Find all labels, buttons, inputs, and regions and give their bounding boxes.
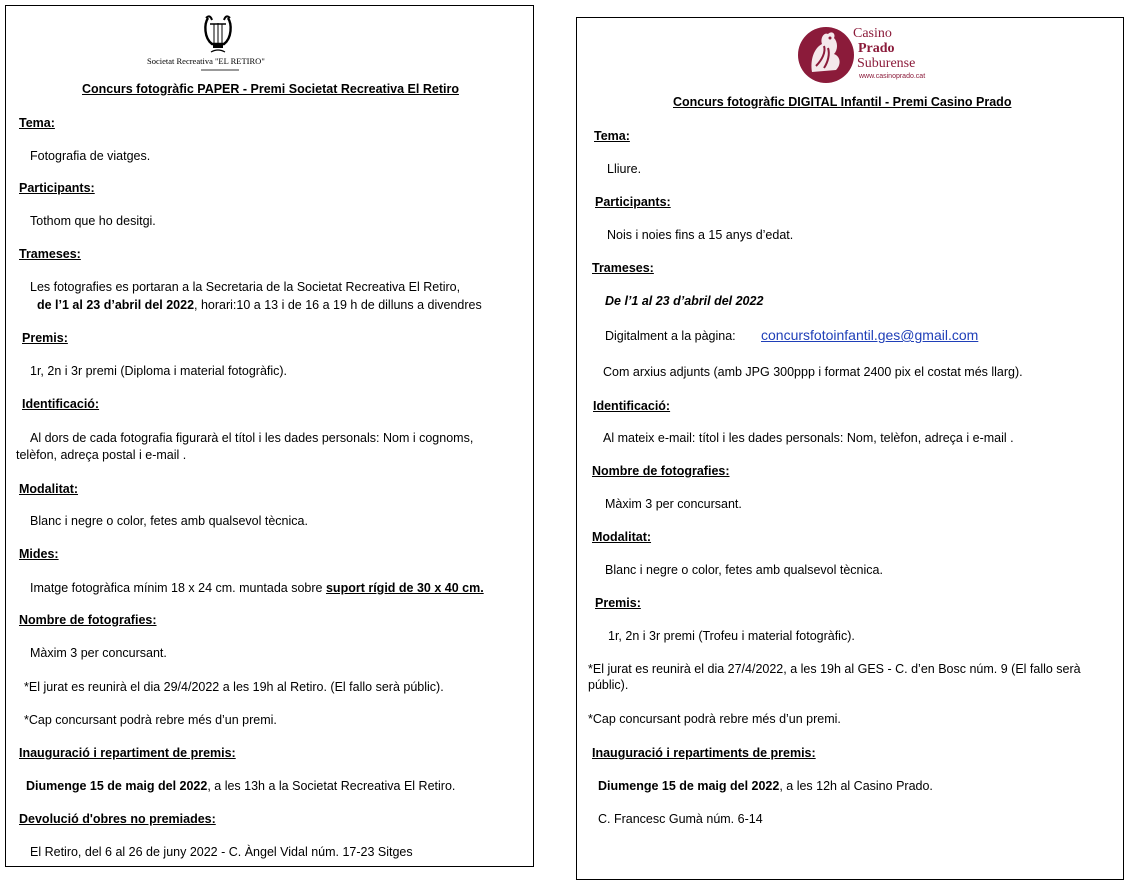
identificacio-line-2: telèfon, adreça postal i e-mail . xyxy=(16,448,187,462)
trameses-hours: , horari:10 a 13 i de 16 a 19 h de dilluns a divendres xyxy=(194,298,482,312)
inauguracio-date: Diumenge 15 de maig del 2022 xyxy=(598,779,780,793)
left-title: Concurs fotogràfic PAPER - Premi Societat Recreativa El Retiro xyxy=(82,82,459,96)
cap-text: *Cap concursant podrà rebre més d’un premi. xyxy=(588,712,841,726)
rooster-logo-icon xyxy=(798,24,858,86)
jurat-text: *El jurat es reunirà el dia 29/4/2022 a les 19h al Retiro. (El fallo serà públic). xyxy=(24,680,444,694)
mides-heading: Mides: xyxy=(19,547,59,561)
identificacio-heading: Identificació: xyxy=(593,399,671,413)
inauguracio-text xyxy=(26,778,455,794)
trameses-line-2 xyxy=(37,297,482,313)
devolucio-heading: Devolució d'obres no premiades: xyxy=(19,812,216,826)
logo-url-text: www.casinoprado.cat xyxy=(859,73,926,80)
retiro-logo-text: Societat Recreativa "EL RETIRO" xyxy=(147,56,265,66)
contest-email-link[interactable]: concursfotoinfantil.ges@gmail.com xyxy=(761,327,979,343)
devolucio-text: El Retiro, del 6 al 26 de juny 2022 - C. Àngel Vidal núm. 17-23 Sitges xyxy=(30,845,413,859)
inauguracio-place: , a les 12h al Casino Prado. xyxy=(779,779,933,793)
trameses-heading: Trameses: xyxy=(592,261,654,275)
jurat-text: *El jurat es reunirà el dia 27/4/2022, a les 19h al GES - C. d’en Bosc núm. 9 (El fallo serà públic). xyxy=(588,662,1081,692)
nombre-heading: Nombre de fotografies: xyxy=(19,613,157,627)
modalitat-heading: Modalitat: xyxy=(19,482,79,496)
mides-text xyxy=(30,580,484,596)
tema-text: Lliure. xyxy=(607,162,642,176)
inauguracio-date: Diumenge 15 de maig del 2022 xyxy=(26,779,208,793)
arxius-text: Com arxius adjunts (amb JPG 300ppp i format 2400 pix el costat més llarg). xyxy=(603,365,1023,379)
lyre-logo-icon xyxy=(202,14,234,58)
identificacio-heading: Identificació: xyxy=(22,397,100,411)
cap-text: *Cap concursant podrà rebre més d’un premi. xyxy=(24,713,277,727)
nombre-heading: Nombre de fotografies: xyxy=(592,464,730,478)
logo-suburense-text: Suburense xyxy=(857,56,916,71)
premis-heading: Premis: xyxy=(22,331,68,345)
modalitat-heading: Modalitat: xyxy=(592,530,652,544)
mides-plain: Imatge fotogràfica mínim 18 x 24 cm. muntada sobre xyxy=(30,581,326,595)
participants-text: Nois i noies fins a 15 anys d’edat. xyxy=(607,228,794,242)
trameses-heading: Trameses: xyxy=(19,247,81,261)
trameses-line-1: Les fotografies es portaran a la Secretaria de la Societat Recreativa El Retiro, xyxy=(30,280,461,294)
address-text: C. Francesc Gumà núm. 6-14 xyxy=(598,812,763,826)
participants-heading: Participants: xyxy=(595,195,671,209)
inauguracio-heading: Inauguració i repartiments de premis: xyxy=(592,746,816,760)
logo-prado-text: Prado xyxy=(858,41,895,56)
premis-heading: Premis: xyxy=(595,596,641,610)
paper-contest-panel xyxy=(5,5,534,867)
inauguracio-text xyxy=(598,778,933,794)
participants-text: Tothom que ho desitgi. xyxy=(30,214,156,228)
mides-support: suport rígid de 30 x 40 cm. xyxy=(325,581,484,595)
trameses-date: De l’1 al 23 d’abril del 2022 xyxy=(605,294,764,308)
identificacio-text: Al mateix e-mail: títol i les dades personals: Nom, telèfon, adreça i e-mail . xyxy=(603,431,1014,445)
logo-casino-text: Casino xyxy=(853,26,892,41)
inauguracio-heading: Inauguració i repartiment de premis: xyxy=(19,746,236,760)
tema-heading: Tema: xyxy=(19,116,55,130)
tema-text: Fotografia de viatges. xyxy=(30,149,151,163)
inauguracio-place: , a les 13h a la Societat Recreativa El Retiro. xyxy=(207,779,456,793)
premis-text: 1r, 2n i 3r premi (Diploma i material fotogràfic). xyxy=(30,364,288,378)
right-title: Concurs fotogràfic DIGITAL Infantil - Premi Casino Prado xyxy=(673,95,1012,109)
tema-heading: Tema: xyxy=(594,129,630,143)
premis-text: 1r, 2n i 3r premi (Trofeu i material fotogràfic). xyxy=(608,629,855,643)
logo-divider xyxy=(201,69,239,71)
participants-heading: Participants: xyxy=(19,181,95,195)
nombre-text: Màxim 3 per concursant. xyxy=(30,646,167,660)
trameses-dates: de l’1 al 23 d’abril del 2022 xyxy=(37,298,195,312)
nombre-text: Màxim 3 per concursant. xyxy=(605,497,742,511)
identificacio-line-1: Al dors de cada fotografia figurarà el títol i les dades personals: Nom i cognoms, xyxy=(30,431,474,445)
digital-contest-panel xyxy=(576,17,1124,880)
digital-label: Digitalment a la pàgina: xyxy=(605,329,736,343)
modalitat-text: Blanc i negre o color, fetes amb qualsevol tècnica. xyxy=(605,563,883,577)
modalitat-text: Blanc i negre o color, fetes amb qualsevol tècnica. xyxy=(30,514,308,528)
